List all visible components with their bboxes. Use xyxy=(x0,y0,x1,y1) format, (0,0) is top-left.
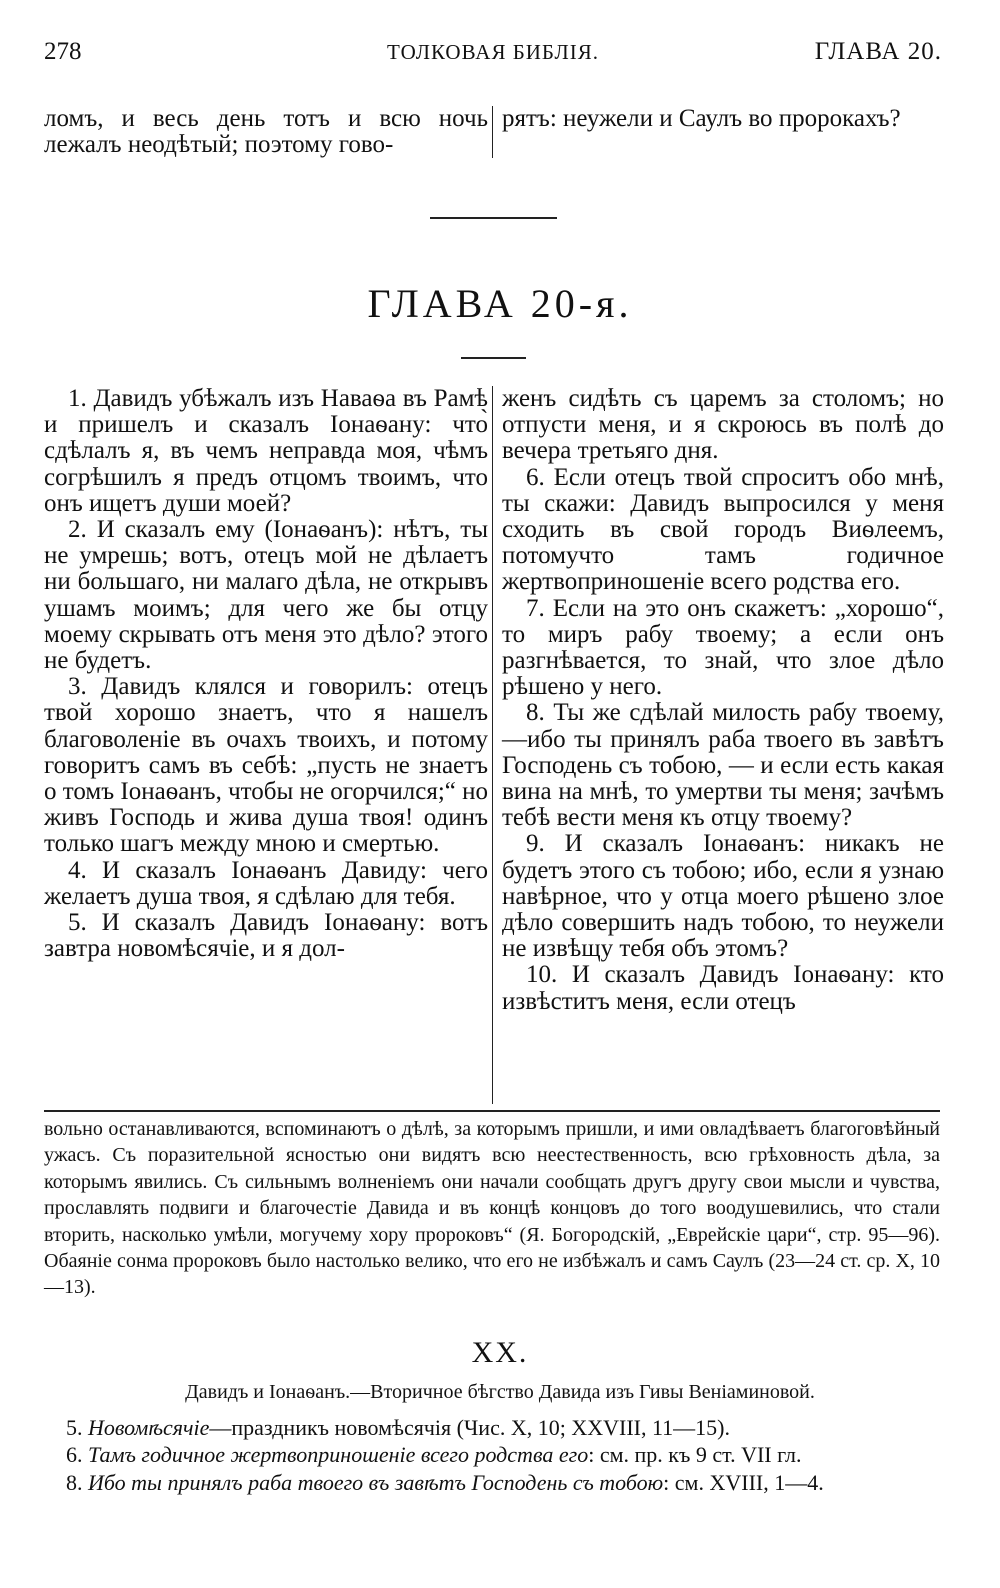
continuation-text-right: рятъ: неужели и Саулъ во пророкахъ? xyxy=(502,105,901,132)
running-head xyxy=(44,38,942,72)
note-number: 6. xyxy=(66,1442,83,1468)
right-text-column xyxy=(502,386,944,1015)
commentary-subtitle: Давидъ и Іонаѳанъ.—Вторичное бѣгство Давида изъ Гивы Веніаминовой. xyxy=(185,1381,815,1403)
verse-continuation: женъ сидѣть съ царемъ за столомъ; но отпусти меня, и я скроюсь въ полѣ до вечера третьяго дня. xyxy=(502,385,944,465)
continuation-text-left: ломъ, и весь день тотъ и всю ночь лежалъ неодѣтый; поэтому гово- xyxy=(44,105,488,159)
continuation-right-column xyxy=(502,106,944,132)
footnote-rule xyxy=(44,1110,940,1112)
continuation-left-column xyxy=(44,106,488,158)
page-number: 278 xyxy=(44,38,82,65)
heading-rule xyxy=(461,357,526,359)
footnote-text: вольно останавливаются, вспоминаютъ о дѣлѣ, за которымъ пришли, и ими овладѣваетъ благоговѣйный ужасъ. Съ поразительной ясностью они видятъ всю неестественность, всю грѣховность дѣла, за которымъ явились. Съ сильнымъ волненіемъ они начали сообщать другъ другу свои мысли и чувства, прославлять подвиги и благочестіе Давида и въ концѣ концовъ до того воодушевились, что стали вторить, насколько умѣли, могучему хору пророковъ“ (Я. Богородскій, „Еврейскіе цари“, стр. 95—96). Обаяніе сонма пророковъ было настолько велико, что его не избѣжалъ и самъ Саулъ (23—24 ст. ср. X, 10—13). xyxy=(44,1118,940,1299)
verse-paragraph: 9. И сказалъ Іонаѳанъ: никакъ не будетъ этого съ тобою; ибо, если я узнаю навѣрное, что у отца моего рѣшено злое дѣло совершить надъ тобою, то неужели не извѣщу тебя объ этомъ? xyxy=(502,830,944,963)
column-divider xyxy=(492,106,493,158)
note-text: : см. пр. къ 9 ст. VII гл. xyxy=(588,1442,802,1468)
commentary-note xyxy=(44,1414,940,1441)
commentary-note xyxy=(44,1441,940,1468)
commentary-notes xyxy=(44,1414,940,1496)
verse-paragraph: 8. Ты же сдѣлай милость рабу твоему,—ибо ты принялъ раба твоего въ завѣтъ Господень съ тобою, — и если есть какая вина на мнѣ, то умертви ты меня; зачѣмъ тебѣ вести меня къ отцу твоему? xyxy=(502,699,944,832)
commentary-note xyxy=(44,1469,940,1496)
footnote xyxy=(44,1116,940,1301)
verse-paragraph: 3. Давидъ клялся и говорилъ: отецъ твой хорошо знаетъ, что я нашелъ благоволеніе въ очахъ твоихъ, и потому говоритъ самъ въ себѣ: „пусть не знаетъ о томъ Іонаѳанъ, чтобы не огорчился;“ но живъ Господь и жива душа твоя! одинъ только шагъ между мною и смертью. xyxy=(44,673,488,858)
note-term: Ибо ты принялъ раба твоего въ завѣтъ Господень съ тобою xyxy=(88,1469,664,1495)
column-divider xyxy=(492,386,493,1104)
verse-paragraph: 5. И сказалъ Давидъ Іонаѳану: вотъ завтра новомѣсячіе, и я дол- xyxy=(44,909,488,963)
note-term: Новомѣсячіе xyxy=(88,1415,210,1440)
note-text: : см. XVIII, 1—4. xyxy=(663,1469,824,1495)
commentary-numeral: XX. xyxy=(471,1336,529,1369)
note-term: Тамъ годичное жертвоприношеніе всего родства его xyxy=(88,1442,589,1468)
verse-paragraph: 10. И сказалъ Давидъ Іонаѳану: кто извѣститъ меня, если отецъ xyxy=(502,961,944,1015)
note-text: —праздникъ новомѣсячія (Чис. X, 10; XXVIII, 11—15). xyxy=(209,1415,730,1440)
verse-paragraph: 4. И сказалъ Іонаѳанъ Давиду: чего желаетъ душа твоя, я сдѣлаю для тебя. xyxy=(44,856,488,910)
verse-paragraph: 1. Давидъ убѣжалъ изъ Наваѳа въ Рамѣ и пришелъ и сказалъ Іонаѳану: что̀ сдѣлалъ я, въ чемъ неправда моя, чѣмъ согрѣшилъ я предъ отцомъ твоимъ, что онъ ищетъ души моей? xyxy=(44,385,488,517)
verse-paragraph: 7. Если на это онъ скажетъ: „хорошо“, то миръ рабу твоему; а если онъ разгнѣвается, то знай, что злое дѣло рѣшено у него. xyxy=(502,594,944,701)
book-title: ТОЛКОВАЯ БИБЛІЯ. xyxy=(387,40,599,64)
left-text-column xyxy=(44,386,488,962)
chapter-heading: ГЛАВА 20-я. xyxy=(367,281,633,326)
verse-paragraph: 6. Если отецъ твой спроситъ обо мнѣ, ты скажи: Давидъ выпросился у меня сходить въ свой городъ Виѳлеемъ, потомучто тамъ годичное жертвоприношеніе всего родства его. xyxy=(502,463,944,596)
note-number: 5. xyxy=(66,1415,83,1440)
verse-paragraph: 2. И сказалъ ему (Іонаѳанъ): нѣтъ, ты не умрешь; вотъ, отецъ мой не дѣлаетъ ни большаго, ни малаго дѣла, не открывъ ушамъ моимъ; для чего же бы отцу моему скрывать отъ меня это дѣло? этого не будетъ. xyxy=(44,516,488,675)
chapter-label: ГЛАВА 20. xyxy=(814,38,942,65)
section-rule xyxy=(430,217,557,219)
note-number: 8. xyxy=(66,1469,83,1495)
